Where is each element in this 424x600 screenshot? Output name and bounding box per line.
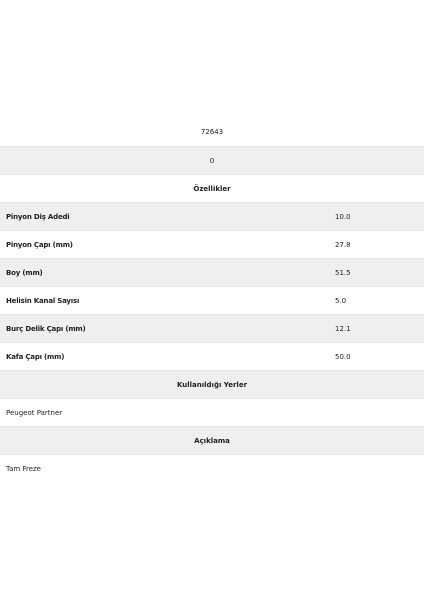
spec-row xyxy=(0,342,424,370)
spec-row xyxy=(0,202,424,230)
description-row xyxy=(0,454,424,482)
usage-text: Peugeot Partner xyxy=(6,408,63,417)
usage-row xyxy=(0,398,424,426)
spec-value: 27.8 xyxy=(335,240,351,249)
spec-label: Pinyon Diş Adedi xyxy=(6,212,70,221)
spec-value: 12.1 xyxy=(335,324,351,333)
spec-value: 50.0 xyxy=(335,352,351,361)
spec-value: 51.5 xyxy=(335,268,351,277)
spec-label: Kafa Çapı (mm) xyxy=(6,352,65,361)
product-count-row xyxy=(0,146,424,174)
spec-label: Burç Delik Çapı (mm) xyxy=(6,324,86,333)
spec-value: 5.0 xyxy=(335,296,347,305)
specs-header-row xyxy=(0,174,424,202)
product-code: 72643 xyxy=(200,128,224,136)
spec-row xyxy=(0,230,424,258)
specs-header: Özellikler xyxy=(193,184,231,193)
spec-value: 10.0 xyxy=(335,212,351,221)
description-header: Açıklama xyxy=(194,436,230,445)
spec-row xyxy=(0,258,424,286)
description-text: Tam Freze xyxy=(6,464,41,473)
usage-header: Kullanıldığı Yerler xyxy=(176,380,248,389)
product-code-row xyxy=(0,118,424,146)
spec-label: Boy (mm) xyxy=(6,268,43,277)
spec-row xyxy=(0,286,424,314)
usage-header-row xyxy=(0,370,424,398)
spec-row xyxy=(0,314,424,342)
description-header-row xyxy=(0,426,424,454)
product-spec-table xyxy=(0,118,424,482)
spec-label: Helisin Kanal Sayısı xyxy=(6,296,80,305)
product-count: 0 xyxy=(209,156,215,165)
spec-label: Pinyon Çapı (mm) xyxy=(6,240,73,249)
